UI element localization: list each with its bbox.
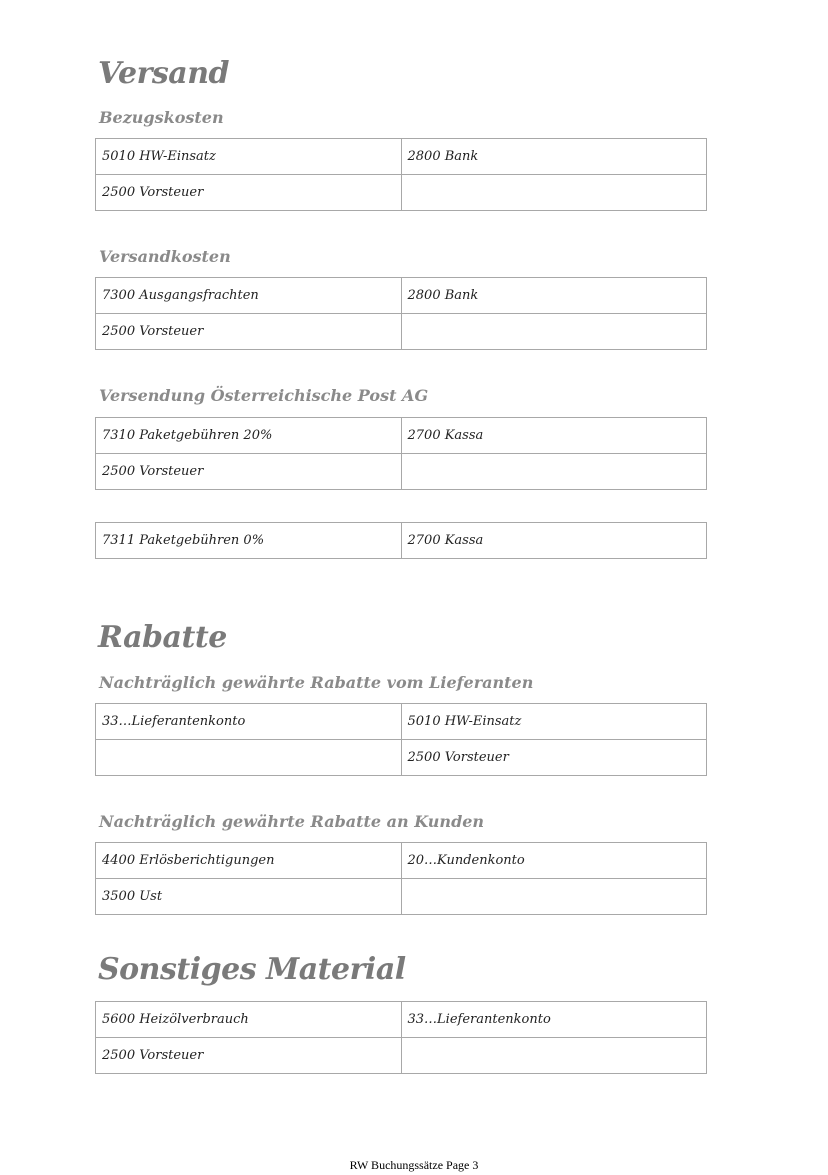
credit-cell: 2500 Vorsteuer xyxy=(401,740,707,776)
debit-cell: 4400 Erlösberichtigungen xyxy=(96,843,402,879)
credit-cell xyxy=(401,454,707,490)
debit-cell: 33…Lieferantenkonto xyxy=(96,704,402,740)
section-title-rabatte: Rabatte xyxy=(98,620,227,655)
credit-cell: 2700 Kassa xyxy=(401,418,707,454)
credit-cell: 33…Lieferantenkonto xyxy=(401,1002,707,1038)
debit-cell: 7310 Paketgebühren 20% xyxy=(96,418,402,454)
table-row xyxy=(96,879,707,915)
credit-cell xyxy=(401,314,707,350)
subsection-title-post: Versendung Österreichische Post AG xyxy=(99,386,429,405)
credit-cell: 2700 Kassa xyxy=(401,523,707,559)
subsection-title-lieferanten: Nachträglich gewährte Rabatte vom Lieferanten xyxy=(99,673,534,692)
debit-cell: 7311 Paketgebühren 0% xyxy=(96,523,402,559)
debit-cell: 2500 Vorsteuer xyxy=(96,1038,402,1074)
page-footer: RW Buchungssätze Page 3 xyxy=(349,1158,479,1172)
table-row xyxy=(96,843,707,879)
table-row xyxy=(96,740,707,776)
credit-cell: 2800 Bank xyxy=(401,278,707,314)
booking-table-versandkosten xyxy=(95,277,707,350)
booking-table-material xyxy=(95,1001,707,1074)
table-row xyxy=(96,278,707,314)
table-row xyxy=(96,314,707,350)
debit-cell: 2500 Vorsteuer xyxy=(96,314,402,350)
booking-table-post xyxy=(95,417,707,490)
debit-cell: 2500 Vorsteuer xyxy=(96,454,402,490)
table-row xyxy=(96,418,707,454)
credit-cell: 20…Kundenkonto xyxy=(401,843,707,879)
subsection-title-bezugskosten: Bezugskosten xyxy=(99,108,224,127)
debit-cell: 7300 Ausgangsfrachten xyxy=(96,278,402,314)
section-title-material: Sonstiges Material xyxy=(98,952,406,987)
table-row xyxy=(96,704,707,740)
credit-cell: 2800 Bank xyxy=(401,139,707,175)
booking-table-post-zero xyxy=(95,522,707,559)
debit-cell xyxy=(96,740,402,776)
subsection-title-versandkosten: Versandkosten xyxy=(99,247,231,266)
table-row xyxy=(96,1002,707,1038)
booking-table-kunden xyxy=(95,842,707,915)
credit-cell xyxy=(401,1038,707,1074)
debit-cell: 5010 HW-Einsatz xyxy=(96,139,402,175)
subsection-title-kunden: Nachträglich gewährte Rabatte an Kunden xyxy=(99,812,485,831)
table-row xyxy=(96,175,707,211)
debit-cell: 5600 Heizölverbrauch xyxy=(96,1002,402,1038)
table-row xyxy=(96,454,707,490)
table-row xyxy=(96,139,707,175)
credit-cell xyxy=(401,175,707,211)
table-row xyxy=(96,523,707,559)
debit-cell: 2500 Vorsteuer xyxy=(96,175,402,211)
booking-table-lieferanten xyxy=(95,703,707,776)
section-title-versand: Versand xyxy=(98,56,230,91)
debit-cell: 3500 Ust xyxy=(96,879,402,915)
credit-cell xyxy=(401,879,707,915)
table-row xyxy=(96,1038,707,1074)
booking-table-bezugskosten xyxy=(95,138,707,211)
credit-cell: 5010 HW-Einsatz xyxy=(401,704,707,740)
